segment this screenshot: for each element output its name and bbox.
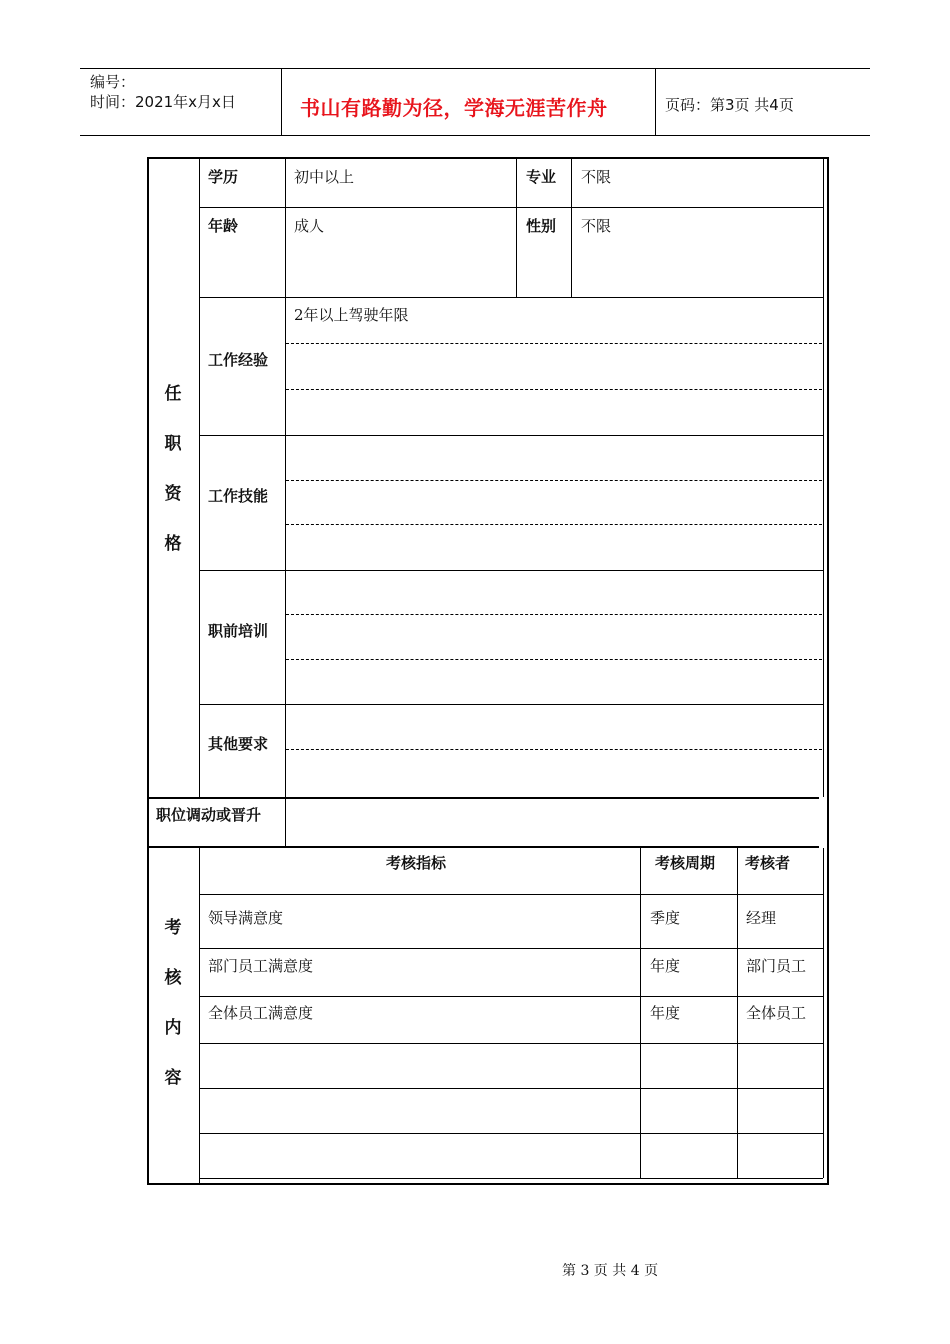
experience-label: 工作经验 xyxy=(208,351,269,369)
gender-label: 性别 xyxy=(526,217,557,235)
training-dashed-line-1 xyxy=(286,614,822,615)
skills-dashed-line-1 xyxy=(286,480,822,481)
gender-value: 不限 xyxy=(581,217,612,235)
header-motto: 书山有路勤为径，学海无涯苦作舟 xyxy=(300,96,608,120)
training-dashed-line-2 xyxy=(286,659,822,660)
education-label: 学历 xyxy=(208,168,239,186)
header-page-info: 页码：第3页 共4页 xyxy=(665,96,794,114)
document-number-label: 编号： xyxy=(90,73,136,91)
skills-label: 工作技能 xyxy=(208,487,269,505)
transfer-label: 职位调动或晋升 xyxy=(156,806,262,824)
assessment-header-period: 考核周期 xyxy=(655,854,716,872)
age-value: 成人 xyxy=(294,217,325,235)
age-label: 年龄 xyxy=(208,217,239,235)
assessment-section-label: 考 核 内 容 xyxy=(164,918,182,1088)
major-value: 不限 xyxy=(581,168,612,186)
document-time-label: 时间：2021年x月x日 xyxy=(90,93,236,111)
other-dashed-line-1 xyxy=(286,749,822,750)
experience-value: 2年以上驾驶年限 xyxy=(294,306,409,324)
assessment-header-assessor: 考核者 xyxy=(745,854,791,872)
qualification-section-label: 任 职 资 格 xyxy=(164,384,182,554)
page-footer: 第 3 页 共 4 页 xyxy=(562,1263,659,1279)
experience-dashed-line-1 xyxy=(286,343,822,344)
education-value: 初中以上 xyxy=(294,168,355,186)
training-label: 职前培训 xyxy=(208,622,269,640)
other-requirements-label: 其他要求 xyxy=(208,735,269,753)
experience-dashed-line-2 xyxy=(286,389,822,390)
major-label: 专业 xyxy=(526,168,557,186)
skills-dashed-line-2 xyxy=(286,524,822,525)
assessment-header-indicator: 考核指标 xyxy=(386,854,447,872)
